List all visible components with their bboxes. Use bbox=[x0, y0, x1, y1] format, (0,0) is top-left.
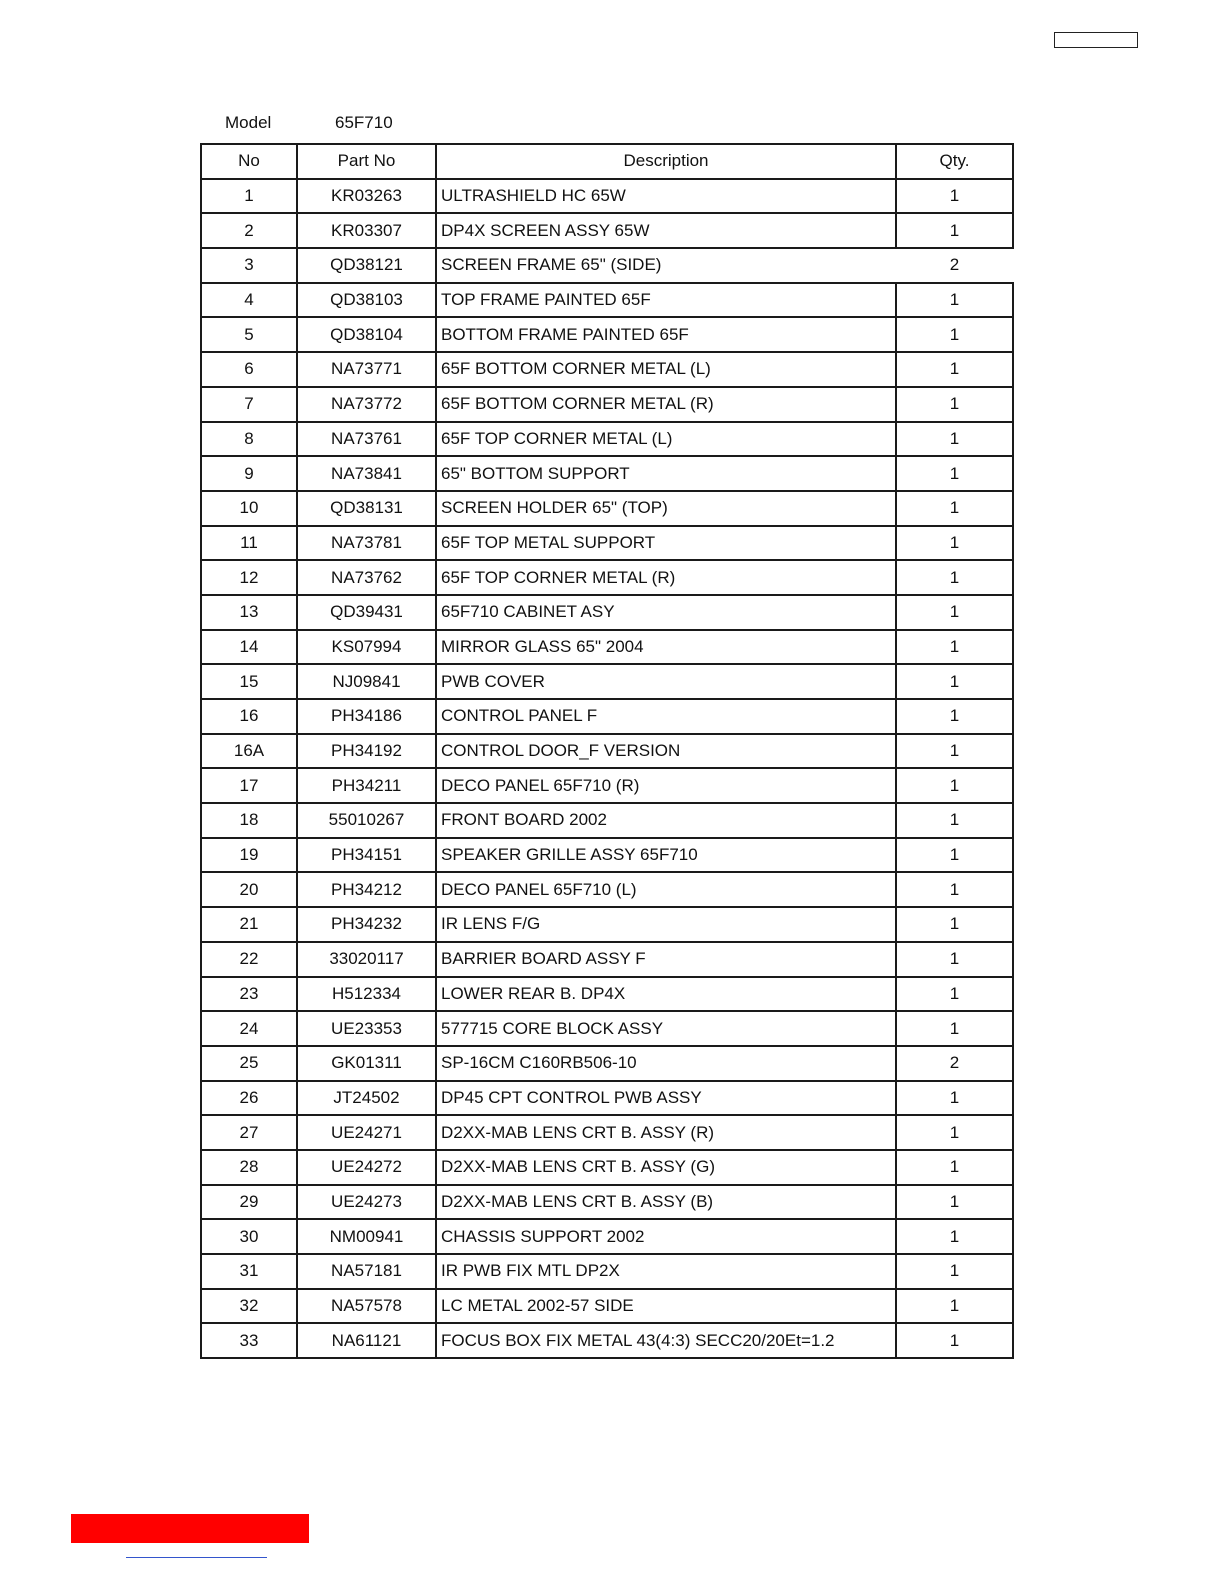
part-number: KR03307 bbox=[297, 213, 436, 248]
part-number: 33020117 bbox=[297, 942, 436, 977]
part-number: NA73771 bbox=[297, 352, 436, 387]
description: SP-16CM C160RB506-10 bbox=[436, 1046, 896, 1081]
quantity: 1 bbox=[896, 907, 1013, 942]
quantity: 1 bbox=[896, 942, 1013, 977]
part-number: NJ09841 bbox=[297, 664, 436, 699]
table-row bbox=[201, 560, 1013, 595]
row-number: 5 bbox=[201, 317, 297, 352]
table-row bbox=[201, 526, 1013, 561]
part-number: PH34232 bbox=[297, 907, 436, 942]
quantity: 1 bbox=[896, 734, 1013, 769]
row-number: 26 bbox=[201, 1081, 297, 1116]
table-row bbox=[201, 699, 1013, 734]
row-number: 1 bbox=[201, 179, 297, 214]
part-number: JT24502 bbox=[297, 1081, 436, 1116]
model-label: Model bbox=[225, 113, 272, 132]
part-number: KS07994 bbox=[297, 630, 436, 665]
table-row bbox=[201, 456, 1013, 491]
description: 65F710 CABINET ASY bbox=[436, 595, 896, 630]
table-row bbox=[201, 213, 1013, 248]
description: IR PWB FIX MTL DP2X bbox=[436, 1254, 896, 1289]
parts-table-body bbox=[201, 179, 1013, 1358]
quantity: 1 bbox=[896, 803, 1013, 838]
row-number: 8 bbox=[201, 422, 297, 457]
part-number: PH34192 bbox=[297, 734, 436, 769]
table-row bbox=[201, 179, 1013, 214]
table-row bbox=[201, 664, 1013, 699]
quantity: 1 bbox=[896, 1115, 1013, 1150]
part-number: H512334 bbox=[297, 977, 436, 1012]
quantity: 1 bbox=[896, 213, 1013, 248]
description: TOP FRAME PAINTED 65F bbox=[436, 283, 896, 318]
quantity: 1 bbox=[896, 387, 1013, 422]
table-row bbox=[201, 595, 1013, 630]
table-row bbox=[201, 768, 1013, 803]
part-number: PH34186 bbox=[297, 699, 436, 734]
part-number: NA57181 bbox=[297, 1254, 436, 1289]
row-number: 28 bbox=[201, 1150, 297, 1185]
column-header-no: No bbox=[201, 144, 297, 179]
row-number: 22 bbox=[201, 942, 297, 977]
table-row bbox=[201, 387, 1013, 422]
description: CONTROL DOOR_F VERSION bbox=[436, 734, 896, 769]
description: D2XX-MAB LENS CRT B. ASSY (G) bbox=[436, 1150, 896, 1185]
table-row bbox=[201, 1323, 1013, 1358]
description: CONTROL PANEL F bbox=[436, 699, 896, 734]
quantity: 1 bbox=[896, 1150, 1013, 1185]
description: 65F TOP CORNER METAL (L) bbox=[436, 422, 896, 457]
description: 65F TOP CORNER METAL (R) bbox=[436, 560, 896, 595]
description: ULTRASHIELD HC 65W bbox=[436, 179, 896, 214]
part-number: UE24273 bbox=[297, 1185, 436, 1220]
quantity: 1 bbox=[896, 1323, 1013, 1358]
model-value: 65F710 bbox=[335, 113, 393, 132]
description: DP4X SCREEN ASSY 65W bbox=[436, 213, 896, 248]
row-number: 15 bbox=[201, 664, 297, 699]
table-row bbox=[201, 977, 1013, 1012]
part-number: PH34151 bbox=[297, 838, 436, 873]
quantity: 2 bbox=[896, 248, 1013, 283]
part-number: NA73841 bbox=[297, 456, 436, 491]
part-number: PH34212 bbox=[297, 872, 436, 907]
description: 65F BOTTOM CORNER METAL (R) bbox=[436, 387, 896, 422]
row-number: 16A bbox=[201, 734, 297, 769]
quantity: 2 bbox=[896, 1046, 1013, 1081]
description: 577715 CORE BLOCK ASSY bbox=[436, 1011, 896, 1046]
quantity: 1 bbox=[896, 352, 1013, 387]
row-number: 32 bbox=[201, 1289, 297, 1324]
column-header-qty: Qty. bbox=[896, 144, 1013, 179]
row-number: 18 bbox=[201, 803, 297, 838]
table-row bbox=[201, 630, 1013, 665]
quantity: 1 bbox=[896, 1185, 1013, 1220]
table-row bbox=[201, 317, 1013, 352]
table-row bbox=[201, 1219, 1013, 1254]
table-header-row bbox=[201, 144, 1013, 179]
row-number: 25 bbox=[201, 1046, 297, 1081]
description: D2XX-MAB LENS CRT B. ASSY (B) bbox=[436, 1185, 896, 1220]
description: MIRROR GLASS 65" 2004 bbox=[436, 630, 896, 665]
part-number: 55010267 bbox=[297, 803, 436, 838]
row-number: 19 bbox=[201, 838, 297, 873]
part-number: PH34211 bbox=[297, 768, 436, 803]
quantity: 1 bbox=[896, 1081, 1013, 1116]
part-number: UE23353 bbox=[297, 1011, 436, 1046]
table-row bbox=[201, 907, 1013, 942]
column-header-part-no: Part No bbox=[297, 144, 436, 179]
quantity: 1 bbox=[896, 491, 1013, 526]
quantity: 1 bbox=[896, 179, 1013, 214]
description: FOCUS BOX FIX METAL 43(4:3) SECC20/20Et=1.2 bbox=[436, 1323, 896, 1358]
description: SPEAKER GRILLE ASSY 65F710 bbox=[436, 838, 896, 873]
table-row bbox=[201, 872, 1013, 907]
row-number: 23 bbox=[201, 977, 297, 1012]
quantity: 1 bbox=[896, 526, 1013, 561]
row-number: 13 bbox=[201, 595, 297, 630]
quantity: 1 bbox=[896, 283, 1013, 318]
quantity: 1 bbox=[896, 838, 1013, 873]
description: SCREEN HOLDER 65" (TOP) bbox=[436, 491, 896, 526]
description: LOWER REAR B. DP4X bbox=[436, 977, 896, 1012]
row-number: 14 bbox=[201, 630, 297, 665]
table-row bbox=[201, 803, 1013, 838]
row-number: 21 bbox=[201, 907, 297, 942]
table-row bbox=[201, 1046, 1013, 1081]
row-number: 17 bbox=[201, 768, 297, 803]
table-row bbox=[201, 1185, 1013, 1220]
row-number: 9 bbox=[201, 456, 297, 491]
row-number: 2 bbox=[201, 213, 297, 248]
description: BOTTOM FRAME PAINTED 65F bbox=[436, 317, 896, 352]
quantity: 1 bbox=[896, 1289, 1013, 1324]
part-number: GK01311 bbox=[297, 1046, 436, 1081]
row-number: 7 bbox=[201, 387, 297, 422]
row-number: 3 bbox=[201, 248, 297, 283]
part-number: NA73762 bbox=[297, 560, 436, 595]
part-number: QD39431 bbox=[297, 595, 436, 630]
quantity: 1 bbox=[896, 1254, 1013, 1289]
description: BARRIER BOARD ASSY F bbox=[436, 942, 896, 977]
part-number: QD38103 bbox=[297, 283, 436, 318]
quantity: 1 bbox=[896, 699, 1013, 734]
quantity: 1 bbox=[896, 1219, 1013, 1254]
red-banner-bar[interactable] bbox=[71, 1514, 309, 1543]
table-row bbox=[201, 1289, 1013, 1324]
part-number: KR03263 bbox=[297, 179, 436, 214]
quantity: 1 bbox=[896, 422, 1013, 457]
table-row bbox=[201, 1081, 1013, 1116]
description: 65F TOP METAL SUPPORT bbox=[436, 526, 896, 561]
description: D2XX-MAB LENS CRT B. ASSY (R) bbox=[436, 1115, 896, 1150]
table-row bbox=[201, 734, 1013, 769]
description: FRONT BOARD 2002 bbox=[436, 803, 896, 838]
row-number: 30 bbox=[201, 1219, 297, 1254]
description: IR LENS F/G bbox=[436, 907, 896, 942]
part-number: NA73761 bbox=[297, 422, 436, 457]
quantity: 1 bbox=[896, 872, 1013, 907]
description: PWB COVER bbox=[436, 664, 896, 699]
quantity: 1 bbox=[896, 456, 1013, 491]
row-number: 33 bbox=[201, 1323, 297, 1358]
row-number: 4 bbox=[201, 283, 297, 318]
description: DP45 CPT CONTROL PWB ASSY bbox=[436, 1081, 896, 1116]
row-number: 29 bbox=[201, 1185, 297, 1220]
description: 65" BOTTOM SUPPORT bbox=[436, 456, 896, 491]
description: DECO PANEL 65F710 (L) bbox=[436, 872, 896, 907]
part-number: QD38104 bbox=[297, 317, 436, 352]
quantity: 1 bbox=[896, 664, 1013, 699]
parts-table bbox=[200, 143, 1014, 1359]
row-number: 27 bbox=[201, 1115, 297, 1150]
table-row bbox=[201, 1115, 1013, 1150]
column-header-description: Description bbox=[436, 144, 896, 179]
row-number: 6 bbox=[201, 352, 297, 387]
quantity: 1 bbox=[896, 630, 1013, 665]
quantity: 1 bbox=[896, 1011, 1013, 1046]
link-underline[interactable] bbox=[126, 1557, 267, 1558]
part-number: QD38121 bbox=[297, 248, 436, 283]
part-number: QD38131 bbox=[297, 491, 436, 526]
table-row bbox=[201, 1011, 1013, 1046]
quantity: 1 bbox=[896, 560, 1013, 595]
part-number: NM00941 bbox=[297, 1219, 436, 1254]
table-row bbox=[201, 1254, 1013, 1289]
table-row bbox=[201, 942, 1013, 977]
part-number: NA57578 bbox=[297, 1289, 436, 1324]
quantity: 1 bbox=[896, 595, 1013, 630]
description: DECO PANEL 65F710 (R) bbox=[436, 768, 896, 803]
description: LC METAL 2002-57 SIDE bbox=[436, 1289, 896, 1324]
row-number: 11 bbox=[201, 526, 297, 561]
part-number: NA73781 bbox=[297, 526, 436, 561]
part-number: UE24271 bbox=[297, 1115, 436, 1150]
part-number: UE24272 bbox=[297, 1150, 436, 1185]
row-number: 16 bbox=[201, 699, 297, 734]
table-row bbox=[201, 352, 1013, 387]
table-row bbox=[201, 1150, 1013, 1185]
page-number-box bbox=[1054, 32, 1138, 48]
description: CHASSIS SUPPORT 2002 bbox=[436, 1219, 896, 1254]
table-row bbox=[201, 838, 1013, 873]
quantity: 1 bbox=[896, 317, 1013, 352]
description: 65F BOTTOM CORNER METAL (L) bbox=[436, 352, 896, 387]
row-number: 12 bbox=[201, 560, 297, 595]
table-row bbox=[201, 248, 1013, 283]
table-row bbox=[201, 283, 1013, 318]
part-number: NA61121 bbox=[297, 1323, 436, 1358]
quantity: 1 bbox=[896, 977, 1013, 1012]
description: SCREEN FRAME 65" (SIDE) bbox=[436, 248, 896, 283]
row-number: 20 bbox=[201, 872, 297, 907]
table-row bbox=[201, 491, 1013, 526]
quantity: 1 bbox=[896, 768, 1013, 803]
row-number: 31 bbox=[201, 1254, 297, 1289]
part-number: NA73772 bbox=[297, 387, 436, 422]
table-row bbox=[201, 422, 1013, 457]
row-number: 10 bbox=[201, 491, 297, 526]
row-number: 24 bbox=[201, 1011, 297, 1046]
